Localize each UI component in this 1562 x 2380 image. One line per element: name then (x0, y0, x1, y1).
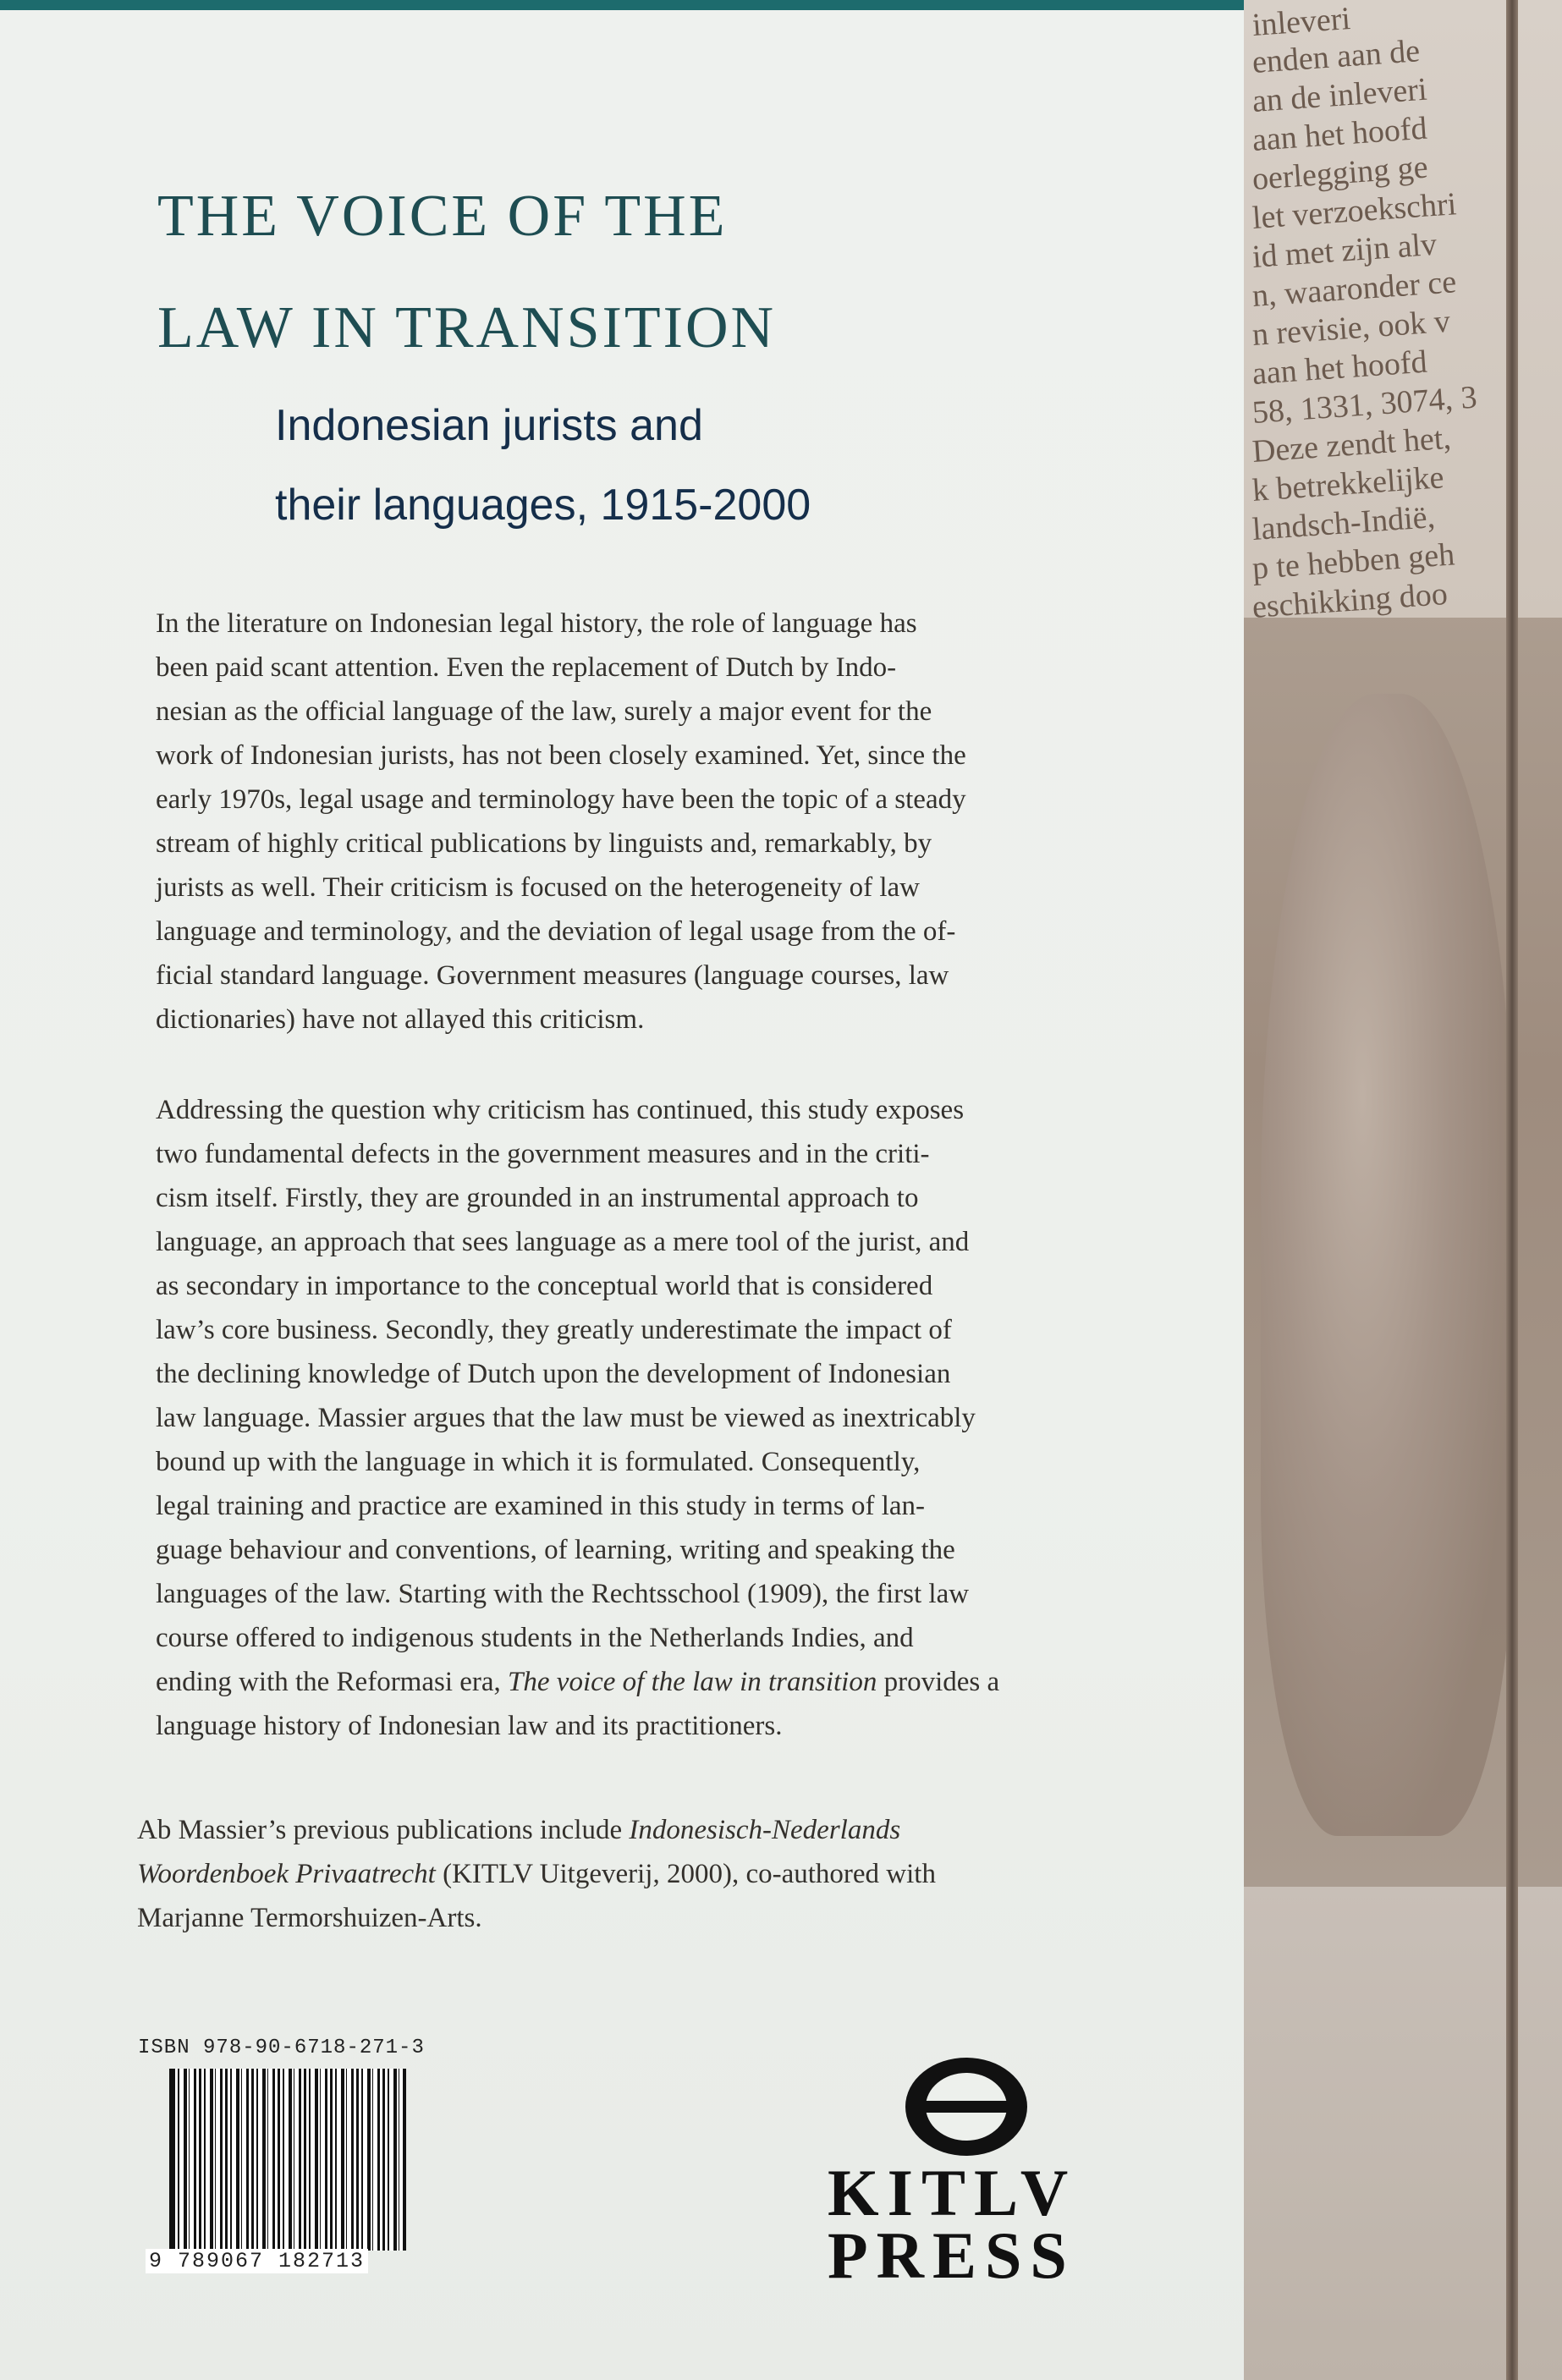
book-subtitle (275, 386, 1206, 545)
publisher-name (828, 2156, 1115, 2292)
book-title (157, 161, 1173, 384)
blurb-line: nesian as the official language of the law, surely a major event for the (156, 696, 932, 727)
document-text-line: eschikking doo (1251, 575, 1449, 625)
title-line-2: LAW IN TRANSITION (157, 295, 777, 360)
blurb-line: In the literature on Indonesian legal history, the role of language has (156, 608, 917, 639)
document-text-line: aan het hoofd (1251, 344, 1428, 392)
barcode-number: 9 789067 182713 (146, 2249, 368, 2273)
document-text-line: id met zijn alv (1251, 226, 1438, 275)
blurb-line: early 1970s, legal usage and terminology have been the topic of a steady (156, 784, 966, 815)
blurb-line: jurists as well. Their criticism is focused on the heterogeneity of law (156, 872, 920, 903)
subtitle-line-1: Indonesian jurists and (275, 401, 703, 450)
blurb-line: language history of Indonesian law and its practitioners. (156, 1711, 783, 1741)
document-text-line: an de inleveri (1251, 71, 1428, 119)
publication-title-italic: Indonesisch-Nederlands (629, 1815, 901, 1845)
blurb-line: Marjanne Termorshuizen-Arts. (137, 1903, 482, 1933)
blurb-line: law language. Massier argues that the law must be viewed as inextricably (156, 1403, 976, 1433)
blurb-line: legal training and practice are examined in this study in terms of lan- (156, 1491, 926, 1521)
blurb-line-with-title (156, 1660, 1095, 1704)
blurb-line: Addressing the question why criticism has continued, this study exposes (156, 1095, 965, 1125)
publisher-name-line-1: KITLV (828, 2156, 1077, 2229)
author-publications (137, 1808, 1076, 1940)
document-text-line: n revisie, ook v (1251, 303, 1452, 353)
blurb-line: the declining knowledge of Dutch upon the development of Indonesian (156, 1359, 951, 1389)
document-text-line: Deze zendt het, (1251, 420, 1453, 470)
book-spine-edge (1506, 0, 1518, 2380)
blurb-line: language, an approach that sees language as a mere tool of the jurist, and (156, 1227, 970, 1257)
blurb-line: course offered to indigenous students in the Netherlands Indies, and (156, 1623, 914, 1653)
document-text-line: k betrekkelijke (1251, 459, 1445, 508)
blurb-text: Ab Massier’s previous publications include (137, 1815, 630, 1845)
blurb-paragraph-1 (156, 602, 1095, 1042)
blurb-line: law’s core business. Secondly, they greatly underestimate the impact of (156, 1315, 952, 1345)
blurb-line: ficial standard language. Government measures (language courses, law (156, 960, 949, 991)
document-text-line: n, waaronder ce (1251, 264, 1458, 314)
blurb-paragraph-2 (156, 1088, 1095, 1748)
document-text-line: landsch-Indië, (1251, 498, 1437, 547)
blurb-line (137, 1808, 1076, 1852)
document-text-line: let verzoekschri (1251, 186, 1458, 236)
top-teal-strip (0, 0, 1244, 10)
blurb-line: language and terminology, and the deviation of legal usage from the of- (156, 916, 956, 947)
blurb-line: stream of highly critical publications by linguists and, remarkably, by (156, 828, 932, 859)
isbn-label: ISBN 978-90-6718-271-3 (138, 2036, 425, 2059)
document-text-line: 58, 1331, 3074, 3 (1251, 379, 1478, 431)
blurb-line: dictionaries) have not allayed this criticism. (156, 1004, 645, 1035)
book-title-italic: The voice of the law in transition (508, 1667, 877, 1697)
document-text-line: inleveri (1251, 0, 1352, 43)
blurb-line: two fundamental defects in the government measures and in the criti- (156, 1139, 930, 1169)
publication-title-italic: Woordenboek Privaatrecht (137, 1859, 436, 1889)
blurb-line: as secondary in importance to the conceptual world that is considered (156, 1271, 933, 1301)
barcode (169, 2069, 406, 2251)
blurb-line: guage behaviour and conventions, of learning, writing and speaking the (156, 1535, 955, 1565)
document-text-line: enden aan de (1251, 33, 1422, 80)
blurb-line: languages of the law. Starting with the Rechtsschool (1909), the first law (156, 1579, 970, 1609)
blurb-line: cism itself. Firstly, they are grounded in an instrumental approach to (156, 1183, 919, 1213)
subtitle-line-2: their languages, 1915-2000 (275, 481, 811, 530)
blurb-line: bound up with the language in which it is formulated. Consequently, (156, 1447, 921, 1477)
blurb-text: (KITLV Uitgeverij, 2000), co-authored with (435, 1859, 936, 1889)
publisher-name-line-2: PRESS (828, 2218, 1075, 2292)
blurb-line (137, 1852, 1076, 1896)
document-text-line: oerlegging ge (1251, 149, 1429, 197)
blurb-line: work of Indonesian jurists, has not been closely examined. Yet, since the (156, 740, 966, 771)
title-line-1: THE VOICE OF THE (157, 184, 728, 249)
blurb-text: ending with the Reformasi era, (156, 1667, 509, 1697)
document-text-line: aan het hoofd (1251, 110, 1428, 158)
blurb-text: provides a (877, 1667, 1000, 1697)
document-text-line: p te hebben geh (1251, 536, 1456, 586)
kitlv-logo-icon (899, 2052, 1034, 2162)
blurb-line: been paid scant attention. Even the replacement of Dutch by Indo- (156, 652, 897, 683)
sepia-portrait-figure (1261, 694, 1515, 1836)
cover-photo-strip (1244, 0, 1562, 2380)
